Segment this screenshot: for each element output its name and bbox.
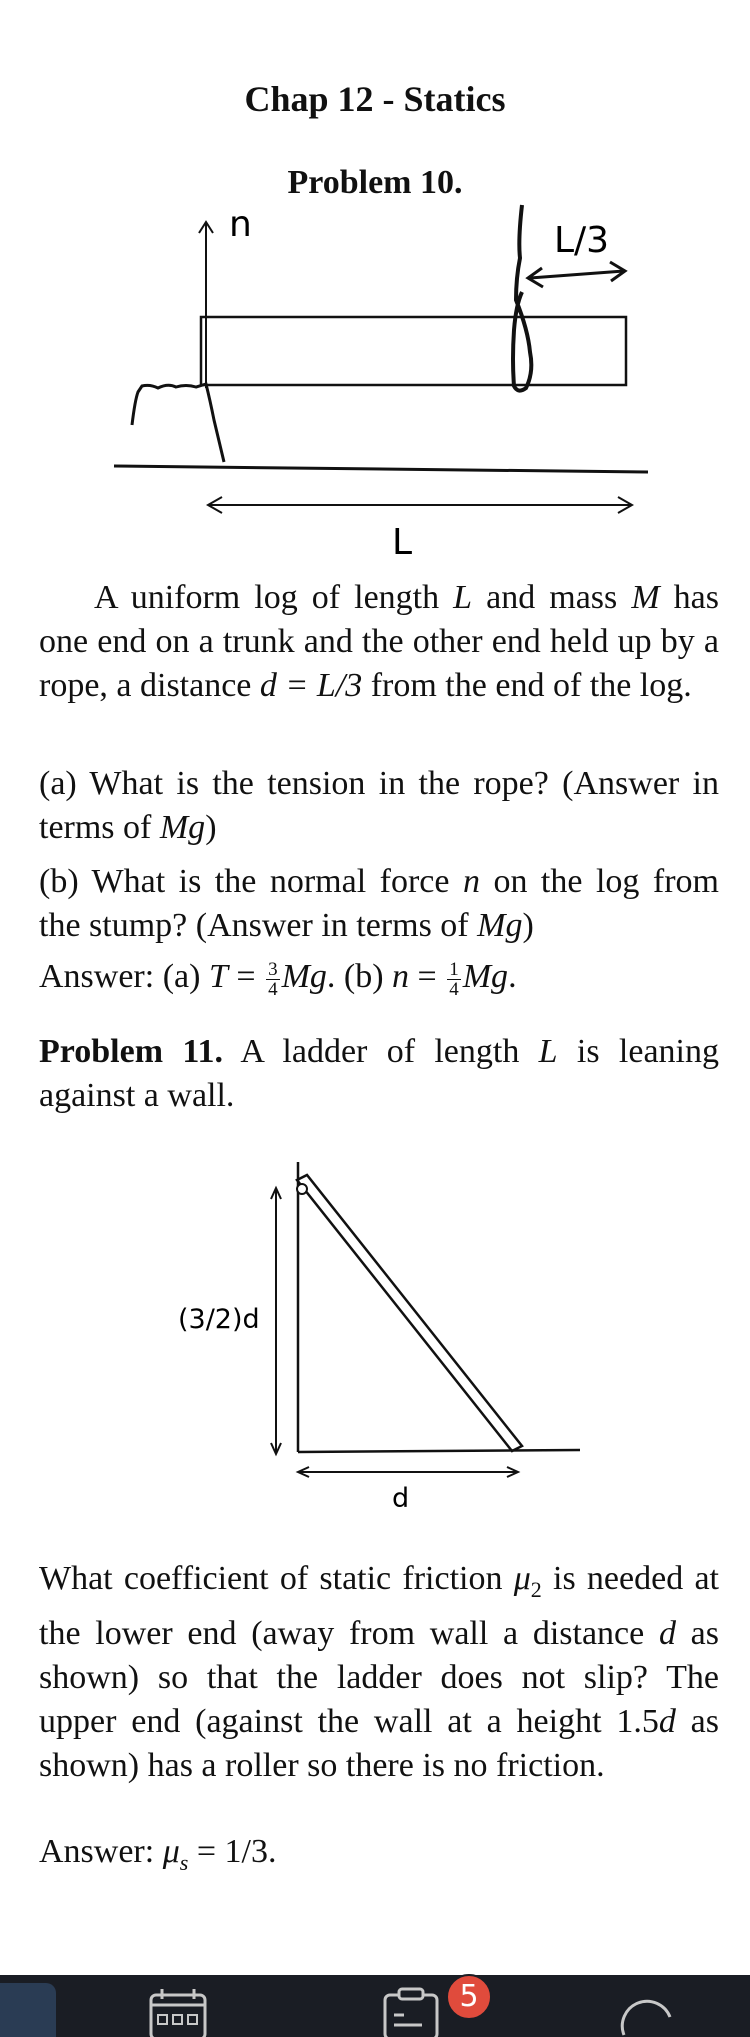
l3-arrow (530, 271, 624, 278)
loading-icon[interactable] (616, 1987, 676, 2035)
problem-10-answer: Answer: (a) T = $\frac{3}{4}$ Mg. (b) n = $\frac{1}{4}$ Mg. (39, 958, 517, 1000)
notification-badge: 5 (446, 1974, 492, 2020)
label-d: d (392, 1483, 410, 1514)
problem-11-heading: Problem 11. (39, 1033, 223, 1070)
ladder-diagram (0, 1150, 750, 1550)
problem-11-answer: Answer: $\mu_s = 1/3$. (39, 1833, 277, 1875)
log-rectangle (201, 317, 626, 385)
label-l: L (392, 522, 413, 563)
log-rope-diagram (0, 0, 750, 563)
ladder-shape (297, 1175, 522, 1451)
problem-10-statement: A uniform log of length L and mass M has one end on a trunk and the other end held up by a rope, a distance d = L/3 from the end of the log. (39, 579, 720, 704)
problem-10-part-a: (a) What is the tension in the rope? (Answer in terms of Mg) (39, 765, 719, 846)
clipboard-icon[interactable] (382, 1989, 442, 2037)
rope-shape (513, 205, 531, 391)
problem-10-part-b: (b) What is the normal force n on the log from the stump? (Answer in terms of Mg) (39, 863, 719, 944)
chapter-title: Chap 12 - Statics (244, 79, 506, 119)
stump-shape (132, 384, 224, 462)
taskbar-active-tab[interactable] (0, 1983, 56, 2037)
label-n: n (229, 204, 252, 245)
label-l3: L/3 (554, 220, 610, 261)
problem-10-heading: Problem 10. (287, 164, 463, 201)
label-height: (3/2)d (178, 1304, 260, 1335)
problem-11-intro: Problem 11. A ladder of length L is leaning against a wall. (39, 1033, 719, 1114)
floor-line (298, 1450, 580, 1452)
bottom-taskbar (0, 1975, 750, 2037)
problem-11-question: What coefficient of static friction $\mu_2$ is needed at the lower end (away from wall a distance d as shown) so that the ladder does not slip? The upper end (against the wall at a height 1.5d as shown) has a roller so there is no friction. (39, 1560, 719, 1784)
calendar-icon[interactable] (148, 1989, 208, 2037)
roller-circle (297, 1184, 307, 1194)
ground-line (114, 466, 648, 472)
